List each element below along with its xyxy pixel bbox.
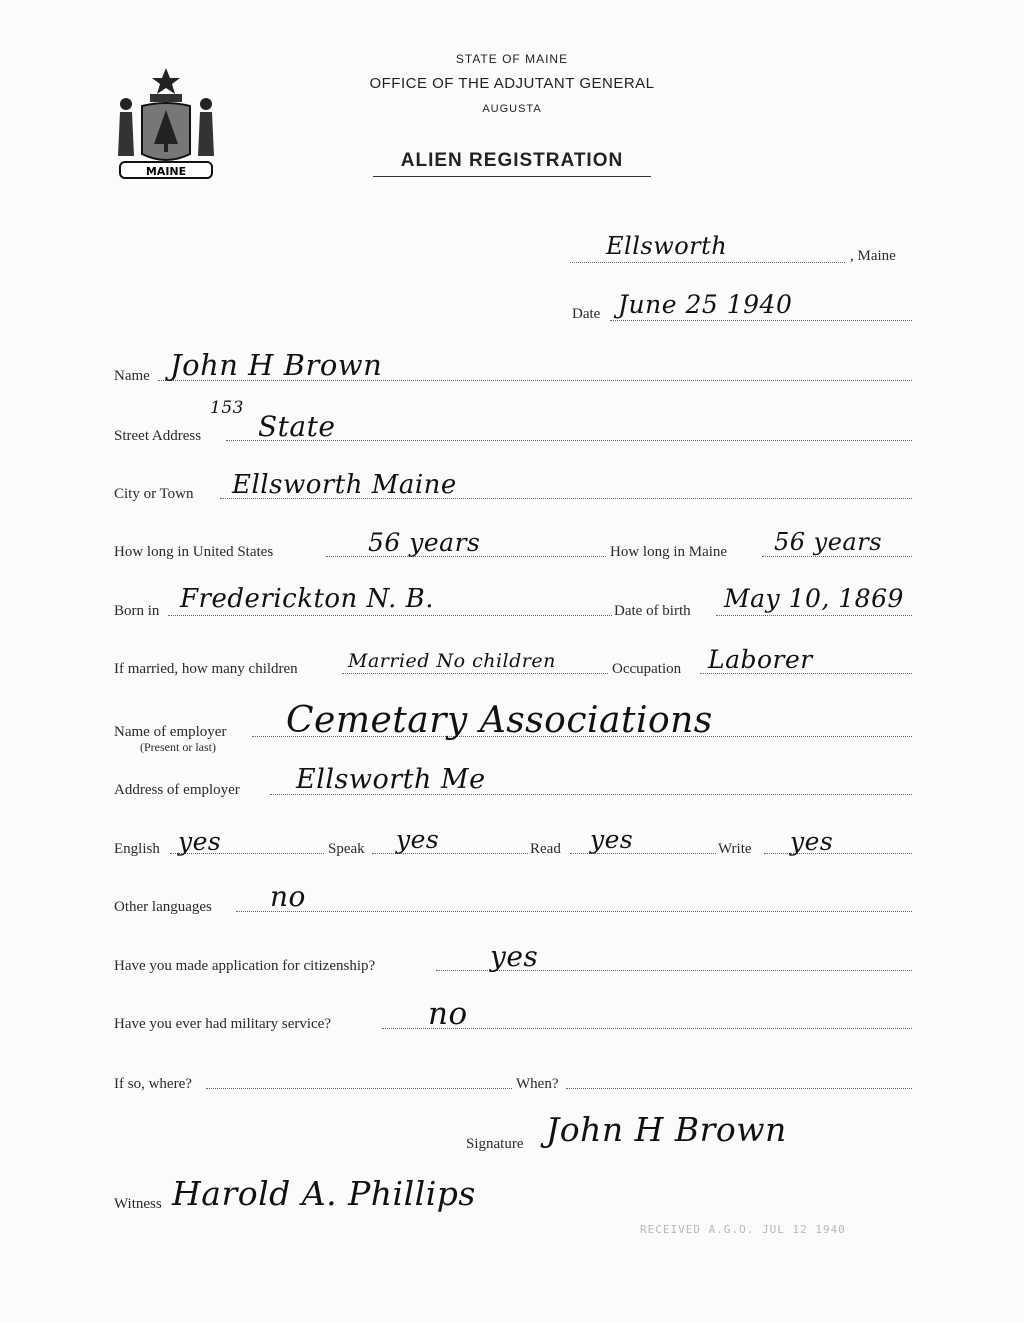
english-value: yes xyxy=(178,827,222,856)
seal-text: MAINE xyxy=(145,165,187,178)
title-underline xyxy=(373,176,651,177)
speak-label: Speak xyxy=(328,841,365,857)
write-value: yes xyxy=(790,827,834,856)
state-heading: STATE OF MAINE xyxy=(455,52,569,66)
form-title: ALIEN REGISTRATION xyxy=(400,150,624,171)
occupation-value: Laborer xyxy=(708,645,813,674)
years-us-value: 56 years xyxy=(368,528,481,557)
employer-label: Name of employer xyxy=(114,724,227,740)
where-label: If so, where? xyxy=(114,1076,192,1092)
dob-value: May 10, 1869 xyxy=(724,584,904,613)
other-languages-label: Other languages xyxy=(114,899,212,915)
date-label: Date xyxy=(572,306,601,322)
english-label: English xyxy=(114,841,160,857)
when-label: When? xyxy=(516,1076,559,1092)
date-value: June 25 1940 xyxy=(618,290,793,319)
years-maine-value: 56 years xyxy=(774,528,883,556)
signature-value: John H Brown xyxy=(546,1110,787,1149)
years-maine-label: How long in Maine xyxy=(610,544,728,560)
employer-address-value: Ellsworth Me xyxy=(296,764,486,795)
street-number: 153 xyxy=(210,398,244,418)
years-us-label: How long in United States xyxy=(114,544,274,560)
read-label: Read xyxy=(530,841,561,857)
office-heading: OFFICE OF THE ADJUTANT GENERAL xyxy=(369,75,655,92)
employer-value: Cemetary Associations xyxy=(286,700,713,741)
children-label: If married, how many children xyxy=(114,661,298,677)
city-label: City or Town xyxy=(114,486,194,502)
children-value: Married No children xyxy=(348,650,556,672)
received-stamp: RECEIVED A.G.O. JUL 12 1940 xyxy=(640,1223,846,1236)
name-label: Name xyxy=(114,368,150,384)
witness-label: Witness xyxy=(114,1196,162,1212)
dob-label: Date of birth xyxy=(614,603,691,619)
born-in-label: Born in xyxy=(114,603,160,619)
employer-address-label: Address of employer xyxy=(114,782,240,798)
witness-value: Harold A. Phillips xyxy=(172,1174,476,1213)
military-label: Have you ever had military service? xyxy=(114,1016,331,1032)
street-value: State xyxy=(258,410,336,443)
military-value: no xyxy=(428,996,468,1032)
read-value: yes xyxy=(590,825,634,854)
town-value: Ellsworth xyxy=(606,232,728,260)
town-label: , Maine xyxy=(850,248,896,264)
employer-sublabel: (Present or last) xyxy=(140,740,216,754)
citizenship-label: Have you made application for citizenship? xyxy=(114,958,376,974)
city-heading: AUGUSTA xyxy=(482,103,542,115)
city-value: Ellsworth Maine xyxy=(232,470,457,500)
speak-value: yes xyxy=(396,825,440,854)
born-in-value: Frederickton N. B. xyxy=(180,584,435,614)
name-value: John H Brown xyxy=(170,348,383,382)
citizenship-value: yes xyxy=(490,940,539,973)
write-label: Write xyxy=(718,841,752,857)
signature-label: Signature xyxy=(466,1136,524,1152)
street-label: Street Address xyxy=(114,428,202,444)
other-languages-value: no xyxy=(270,880,306,913)
occupation-label: Occupation xyxy=(612,661,682,677)
